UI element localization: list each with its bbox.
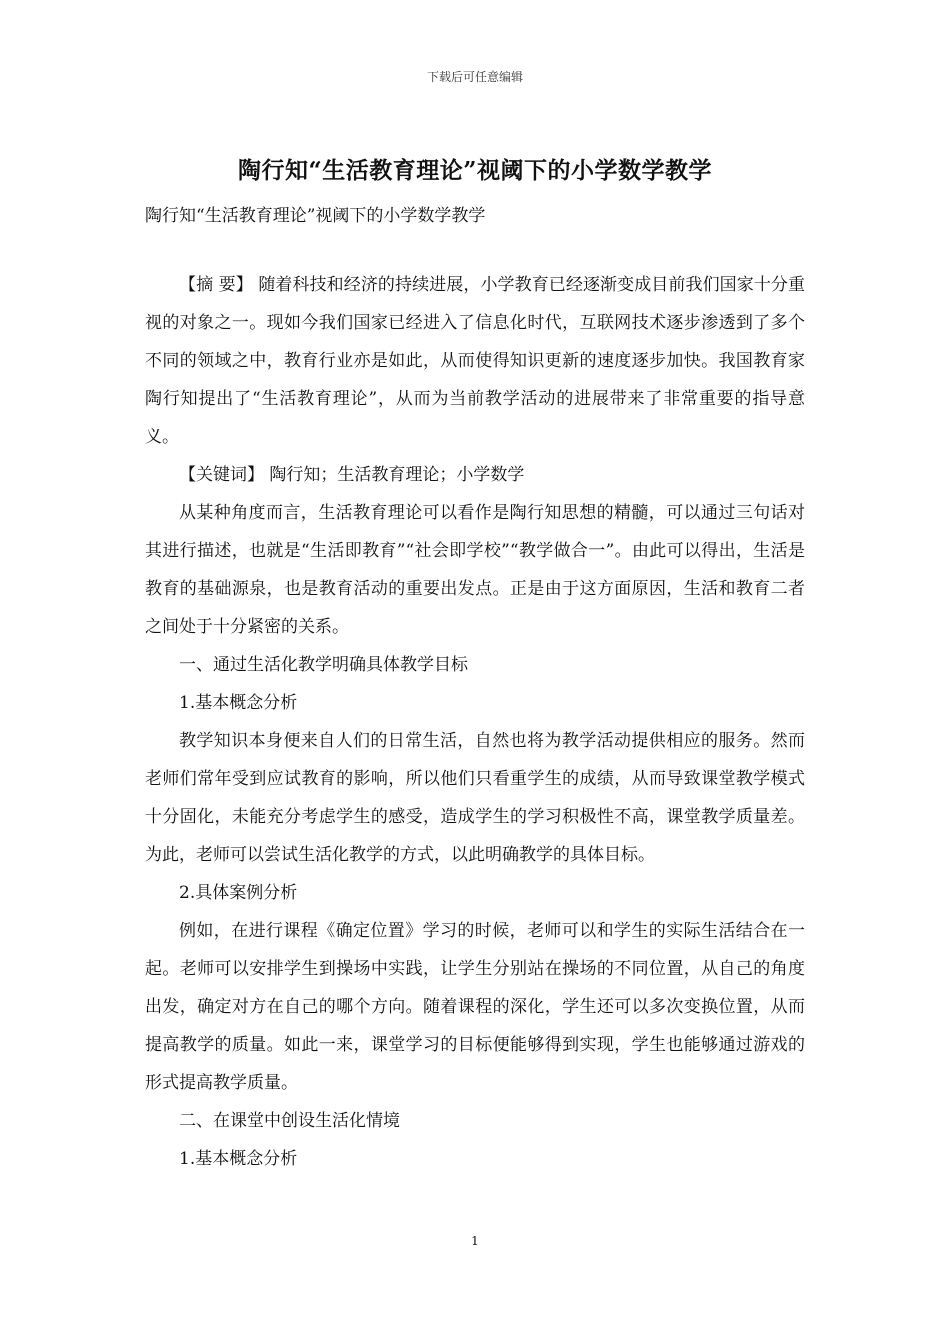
document-title: 陶行知“生活教育理论”视阈下的小学数学教学 [238, 157, 712, 184]
abstract-paragraph: 【摘 要】 随着科技和经济的持续进展，小学教育已经逐渐变成目前我们国家十分重视的对象之一。现如今我们国家已经进入了信息化时代，互联网技术逐步渗透到了多个不同的领域之中，教育行业亦是如此，从而使得知识更新的速度逐步加快。我国教育家陶行知提出了“生活教育理论”，从而为当前教学活动的进展带来了非常重要的指导意义。 [145, 275, 805, 447]
subsection-heading-1-2: 2.具体案例分析 [179, 883, 298, 903]
keywords-paragraph: 【关键词】 陶行知；生活教育理论；小学数学 [179, 465, 525, 485]
document-body [145, 266, 805, 1178]
section-heading-1: 一、通过生活化教学明确具体教学目标 [179, 655, 468, 675]
body-paragraph: 例如，在进行课程《确定位置》学习的时候，老师可以和学生的实际生活结合在一起。老师可以安排学生到操场中实践，让学生分别站在操场的不同位置，从自己的角度出发，确定对方在自己的哪个方向。随着课程的深化，学生还可以多次变换位置，从而提高教学的质量。如此一来，课堂学习的目标便能够得到实现，学生也能够通过游戏的形式提高教学质量。 [145, 921, 805, 1093]
section-heading-2: 二、在课堂中创设生活化情境 [179, 1111, 400, 1131]
page-number: 1 [471, 1234, 479, 1248]
document-subtitle: 陶行知“生活教育理论”视阈下的小学数学教学 [145, 206, 486, 226]
body-paragraph: 教学知识本身便来自人们的日常生活，自然也将为教学活动提供相应的服务。然而老师们常年受到应试教育的影响，所以他们只看重学生的成绩，从而导致课堂教学模式十分固化，未能充分考虑学生的感受，造成学生的学习积极性不高，课堂教学质量差。为此，老师可以尝试生活化教学的方式，以此明确教学的具体目标。 [145, 731, 805, 865]
header-note: 下载后可任意编辑 [426, 70, 523, 84]
subsection-heading-2-1: 1.基本概念分析 [179, 1149, 298, 1169]
intro-paragraph: 从某种角度而言，生活教育理论可以看作是陶行知思想的精髓，可以通过三句话对其进行描述，也就是“生活即教育”“社会即学校”“教学做合一”。由此可以得出，生活是教育的基础源泉，也是教育活动的重要出发点。正是由于这方面原因，生活和教育二者之间处于十分紧密的关系。 [145, 503, 805, 637]
subsection-heading-1-1: 1.基本概念分析 [179, 693, 298, 713]
